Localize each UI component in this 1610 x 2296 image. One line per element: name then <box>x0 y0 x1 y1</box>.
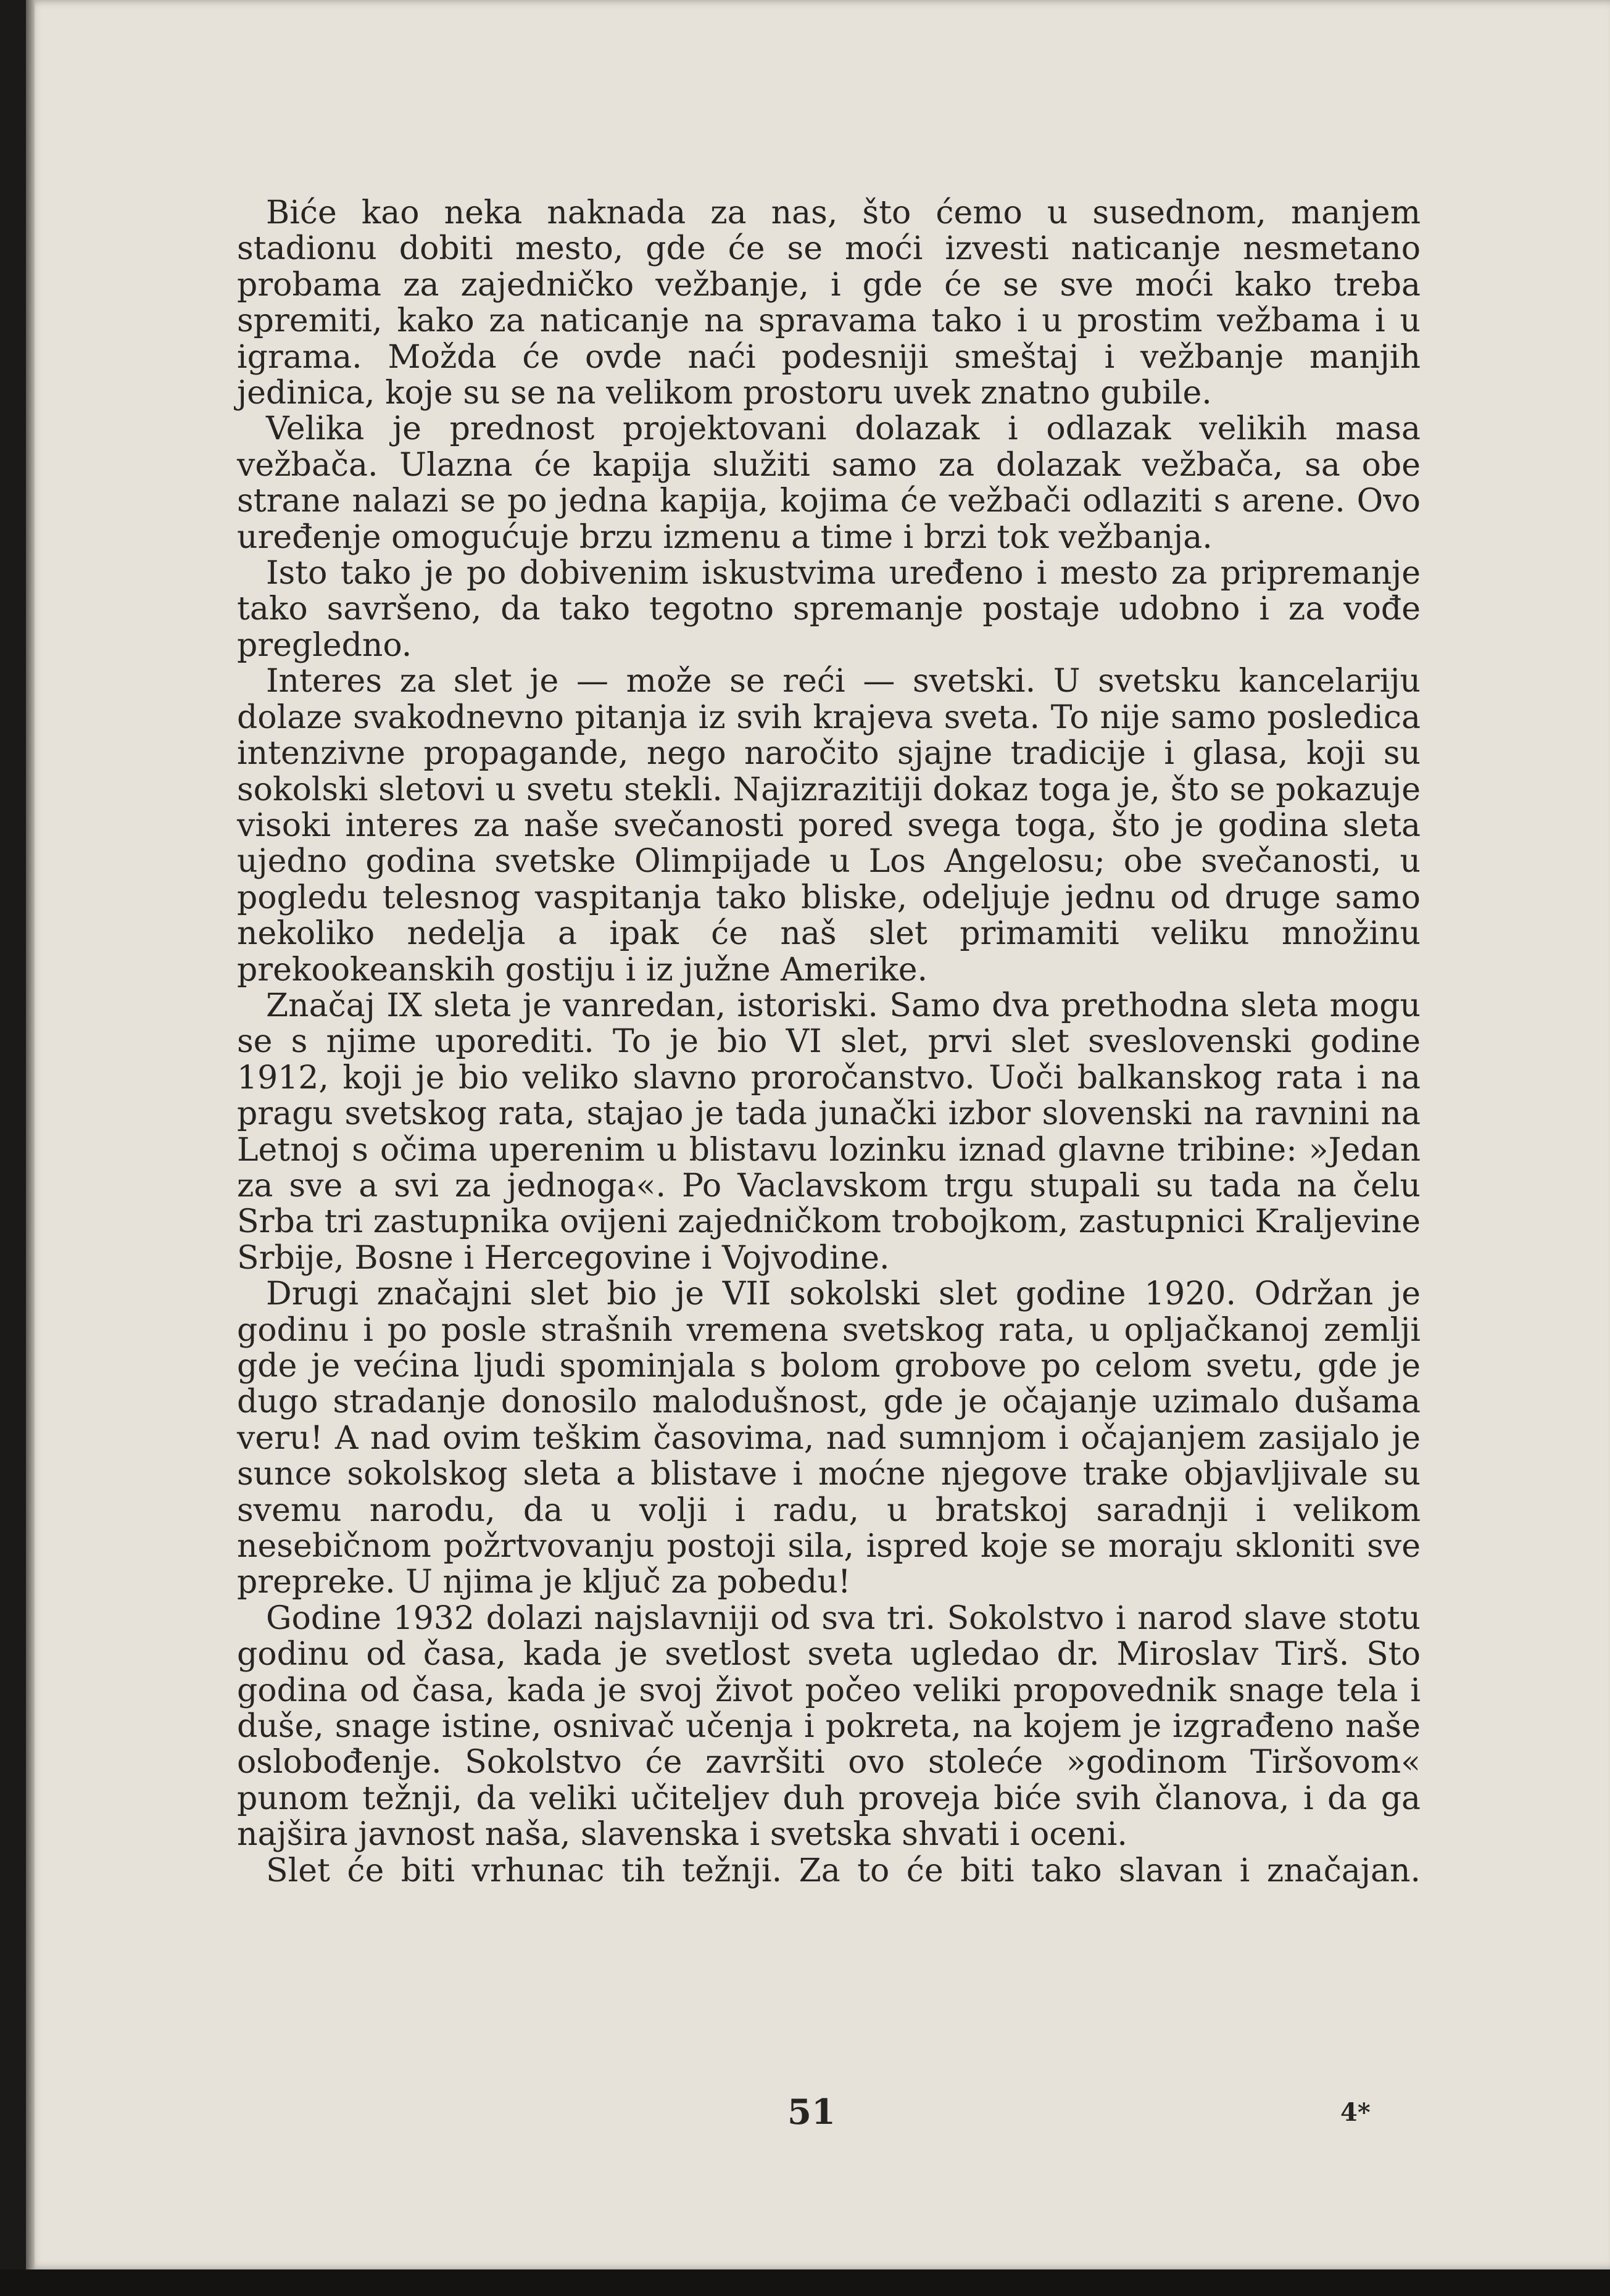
paragraph-8: Slet će biti vrhunac tih težnji. Za to će biti tako slavan i značajan. <box>266 1852 1421 1889</box>
page-spine-shadow <box>26 0 35 2269</box>
paragraph-3: Isto tako je po dobivenim iskustvima uređeno i mesto za pripremanje tako savršeno, da tako tegotno spremanje postaje udobno i za vođe pregledno. <box>237 555 1421 664</box>
paragraph-6: Drugi značajni slet bio je VII sokolski slet godine 1920. Održan je godinu i po posle strašnih vremena svetskog rata, u opljačkanoj zemlji gde je većina ljudi spominjala s bolom grobove po celom svetu, gde je dugo stradanje donosilo malodušnost, gde je očajanje uzimalo dušama veru! A nad ovim teškim časovima, nad sumnjom i očajanjem zasijalo je sunce sokolskog sleta a blistave i moćne njegove trake objavljivale su svemu narodu, da u volji i radu, u bratskoj saradnji i velikom nesebičnom požrtvovanju postoji sila, ispred koje se moraju skloniti sve prepreke. U njima je ključ za pobedu! <box>237 1275 1421 1601</box>
paragraph-2: Velika je prednost projektovani dolazak i odlazak velikih masa vežbača. Ulazna će kapija služiti samo za dolazak vežbača, sa obe strane nalazi se po jedna kapija, kojima će vežbači odlaziti s arene. Ovo uređenje omogućuje brzu izmenu a time i brzi tok vežbanja. <box>237 410 1421 556</box>
paragraph-1: Biće kao neka naknada za nas, što ćemo u susednom, manjem stadionu dobiti mesto, gde će se moći izvesti naticanje nesmetano probama za zajedničko vežbanje, i gde će se sve moći kako treba spremiti, kako za naticanje na spravama tako i u prostim vežbama i u igrama. Možda će ovde naći podesniji smeštaj i vežbanje manjih jedinica, koje su se na velikom prostoru uvek znatno gubile. <box>237 194 1421 412</box>
signature-mark: 4* <box>1340 2098 1371 2127</box>
paragraph-5: Značaj IX sleta je vanredan, istoriski. Samo dva prethodna sleta mogu se s njime uporediti. To je bio VI slet, prvi slet sveslovenski godine 1912, koji je bio veliko slavno proročanstvo. Uoči balkanskog rata i na pragu svetskog rata, stajao je tada junački izbor slovenski na ravnini na Letnoj s očima uperenim u blistavu lozinku iznad glavne tribine: »Jedan za sve a svi za jednoga«. Po Vaclavskom trgu stupali su tada na čelu Srba tri zastupnika ovijeni zajedničkom trobojkom, zastupnici Kraljevine Srbije, Bosne i Hercegovine i Vojvodine. <box>237 987 1421 1277</box>
book-page <box>26 0 1610 2269</box>
page-number: 51 <box>787 2092 836 2132</box>
paragraph-7: Godine 1932 dolazi najslavniji od sva tri. Sokolstvo i narod slave stotu godinu od časa, kada je svetlost sveta ugledao dr. Miroslav Tirš. Sto godina od časa, kada je svoj život počeo veliki propovednik snage tela i duše, snage istine, osnivač učenja i pokreta, na kojem je izgrađeno naše oslobođenje. Sokolstvo će završiti ovo stoleće »godinom Tiršovom« punom težnji, da veliki učiteljev duh proveja biće svih članova, i da ga najšira javnost naša, slavenska i svetska shvati i oceni. <box>237 1599 1421 1854</box>
scan-bottom-edge <box>0 2269 1610 2296</box>
body-text <box>237 195 1421 1889</box>
paragraph-4: Interes za slet je — može se reći — svetski. U svetsku kancelariju dolaze svakodnevno pitanja iz svih krajeva sveta. To nije samo posledica intenzivne propagande, nego naročito sjajne tradicije i glasa, koji su sokolski sletovi u svetu stekli. Najizrazitiji dokaz toga je, što se pokazuje visoki interes za naše svečanosti pored svega toga, što je godina sleta ujedno godina svetske Olimpijade u Los Angelosu; obe svečanosti, u pogledu telesnog vaspitanja tako bliske, odeljuje jednu od druge samo nekoliko nedelja a ipak će naš slet primamiti veliku množinu prekookeanskih gostiju i iz južne Amerike. <box>237 663 1421 988</box>
